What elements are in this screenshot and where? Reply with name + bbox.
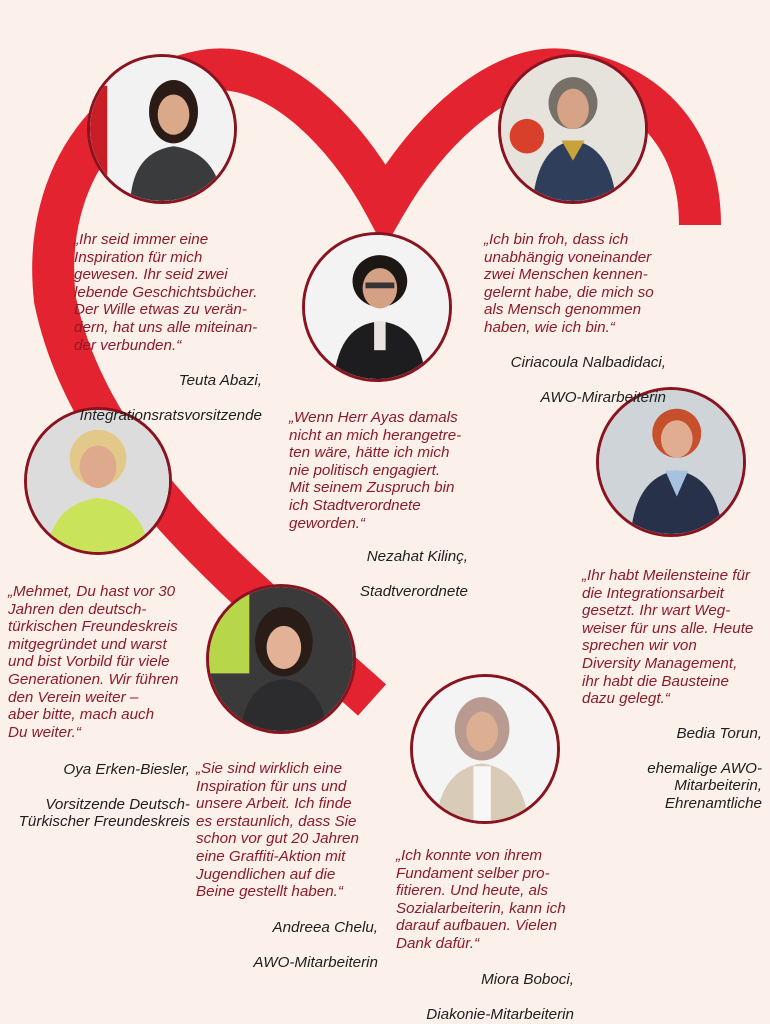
author-role: Diakonie-Mitarbeiterin (426, 1005, 574, 1023)
photo-miora-boboci (410, 674, 560, 824)
author-role: Vorsitzende Deutsch- Türkischer Freundeskreis (18, 795, 190, 831)
author-name: Nezahat Kilinç, (366, 547, 468, 565)
author-role: Integrationsratsvorsitzende (79, 406, 262, 424)
attribution-nezahat-kilinc (300, 530, 468, 600)
author-name: Ciriacoula Nalbadidaci, (510, 353, 666, 371)
author-role: AWO-Mitarbeiterin (253, 953, 378, 971)
photo-oya-erken-biesler (24, 407, 172, 555)
quote-oya-erken-biesler: „Mehmet, Du hast vor 30 Jahren den deutsch- türkischen Freundeskreis mitgegründet und warst und bist Vorbild für viele Generationen. Wir führen den Verein weiter – aber bitte, mach auch Du weiter.“ (8, 583, 179, 741)
author-name: Teuta Abazi, (178, 371, 262, 389)
quote-miora-boboci: „Ich konnte von ihrem Fundament selber pro- fitieren. Und heute, als Sozialarbeiterin, kann ich darauf aufbauen. Vielen Dank dafür.“ (396, 847, 566, 952)
photo-nezahat-kilinc (302, 232, 452, 382)
photo-andreea-chelu (206, 584, 356, 734)
attribution-oya-erken-biesler (4, 743, 190, 831)
quote-ciriacoula-nalbadidaci: „Ich bin froh, dass ich unabhängig voneinander zwei Menschen kennen- gelernt habe, die mich so als Mensch genommen haben, wie ich bin.“ (484, 231, 654, 336)
author-name: Bedia Torun, (676, 724, 762, 742)
quote-bedia-torun: „Ihr habt Meilensteine für die Integrationsarbeit gesetzt. Ihr wart Weg- weiser für uns alle. Heute sprechen wir von Diversity Management, ihr habt die Bausteine dazu gelegt.“ (582, 567, 754, 708)
author-role: AWO-Mirarbeiterin (540, 388, 666, 406)
quote-nezahat-kilinc: „Wenn Herr Ayas damals nicht an mich herangetre- ten wäre, hätte ich mich nie politisch engagiert. Mit seinem Zuspruch bin ich Stadtverordnete geworden.“ (289, 409, 462, 532)
author-role: ehemalige AWO- Mitarbeiterin, Ehrenamtliche (647, 759, 762, 812)
photo-ciriacoula-nalbadidaci (498, 54, 648, 204)
photo-teuta-abazi (87, 54, 237, 204)
attribution-miora-boboci (396, 953, 574, 1023)
author-name: Miora Boboci, (481, 970, 574, 988)
attribution-bedia-torun (600, 707, 762, 813)
author-name: Oya Erken-Biesler, (63, 760, 190, 778)
quote-andreea-chelu: „Sie sind wirklich eine Inspiration für uns und unsere Arbeit. Ich finde es erstaunlich, dass Sie schon vor gut 20 Jahren eine Graffiti-Aktion mit Jugendlichen auf die Beine gestellt haben.“ (196, 760, 359, 901)
attribution-andreea-chelu (200, 901, 378, 971)
quote-teuta-abazi: „Ihr seid immer eine Inspiration für mich gewesen. Ihr seid zwei lebende Geschichtsbücher. Der Wille etwas zu verän- dern, hat uns alle miteinan- der verbunden.“ (74, 231, 258, 354)
author-role: Stadtverordnete (359, 582, 468, 600)
attribution-ciriacoula-nalbadidaci (470, 336, 666, 406)
author-name: Andreea Chelu, (272, 918, 378, 936)
attribution-teuta-abazi (60, 354, 262, 424)
photo-bedia-torun (596, 387, 746, 537)
